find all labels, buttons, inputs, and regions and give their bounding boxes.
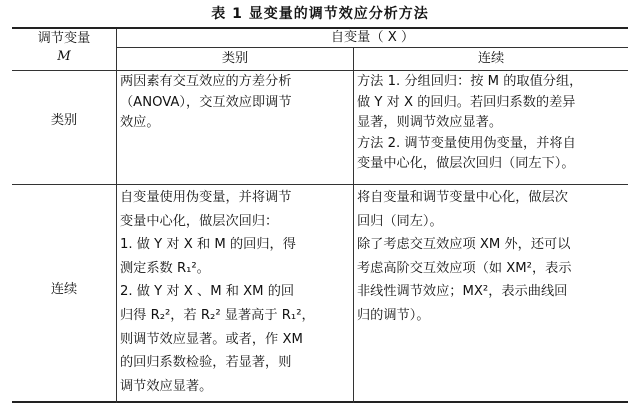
- row-label-continuous: 连续: [50, 282, 78, 297]
- header-col-continuous: 连续: [477, 51, 505, 66]
- cell-line: 考虑高阶交互效应项（如 XM²，表示: [357, 260, 572, 276]
- row-divider: [12, 184, 628, 185]
- cell-line: 做 Y 对 X 的回归。若回归系数的差异: [357, 94, 576, 110]
- cell-line: 将自变量和调节变量中心化，做层次: [357, 190, 568, 205]
- cell-cat-cat: [120, 72, 352, 134]
- cell-line: （ANOVA），交互效应即调节: [120, 94, 292, 110]
- cell-line: 除了考虑交互效应项 XM 外，还可以: [357, 237, 571, 253]
- cell-line: 的回归系数检验，若显著，则: [120, 355, 292, 371]
- cell-line: 2. 做 Y 对 X 、M 和 XM 的回: [120, 284, 295, 300]
- header-moderator-label: 调节变量: [37, 31, 91, 46]
- cell-line: 非线性调节效应；MX²，表示曲线回: [357, 284, 568, 300]
- header-moderator: [12, 30, 116, 66]
- column-divider-1: [116, 29, 117, 403]
- cell-line: 1. 做 Y 对 X 和 M 的回归，得: [120, 237, 296, 253]
- cell-line: 方法 1. 分组回归：按 M 的取值分组，: [357, 74, 583, 89]
- cell-line: 两因素有交互效应的方差分析: [120, 74, 292, 89]
- moderation-methods-table: [12, 27, 628, 403]
- cell-cont-cont: [357, 186, 627, 328]
- cell-line: 则调节效应显著。或者，作 XM: [120, 331, 303, 347]
- row-label-categorical: 类别: [50, 113, 78, 128]
- cell-line: 自变量使用伪变量，并将调节: [120, 190, 292, 205]
- header-moderator-symbol: M: [57, 49, 71, 64]
- cell-line: 变量中心化，做层次回归（同左下）。: [357, 156, 575, 171]
- table-caption: 表 1 显变量的调节效应分析方法: [211, 6, 429, 22]
- header-col-categorical: 类别: [221, 51, 249, 66]
- header-divider: [12, 70, 628, 71]
- cell-line: 变量中心化，做层次回归：: [120, 213, 279, 229]
- column-divider-2: [353, 47, 354, 403]
- cell-line: 显著，则调节效应显著。: [357, 115, 503, 130]
- cell-line: 测定系数 R₁²。: [120, 260, 210, 276]
- cell-cont-cat: [120, 186, 352, 398]
- cell-line: 方法 2. 调节变量使用伪变量，并将自: [357, 135, 576, 151]
- cell-line: 归得 R₂²，若 R₂² 显著高于 R₁²，: [120, 307, 315, 323]
- cell-line: 调节效应显著。: [120, 378, 213, 394]
- cell-line: 归的调节）。: [357, 307, 430, 323]
- cell-line: 效应。: [120, 115, 160, 130]
- cell-line: 回归（同左）。: [357, 213, 443, 229]
- cell-cat-cont: [357, 72, 627, 175]
- header-independent: 自变量（ X ）: [330, 30, 415, 45]
